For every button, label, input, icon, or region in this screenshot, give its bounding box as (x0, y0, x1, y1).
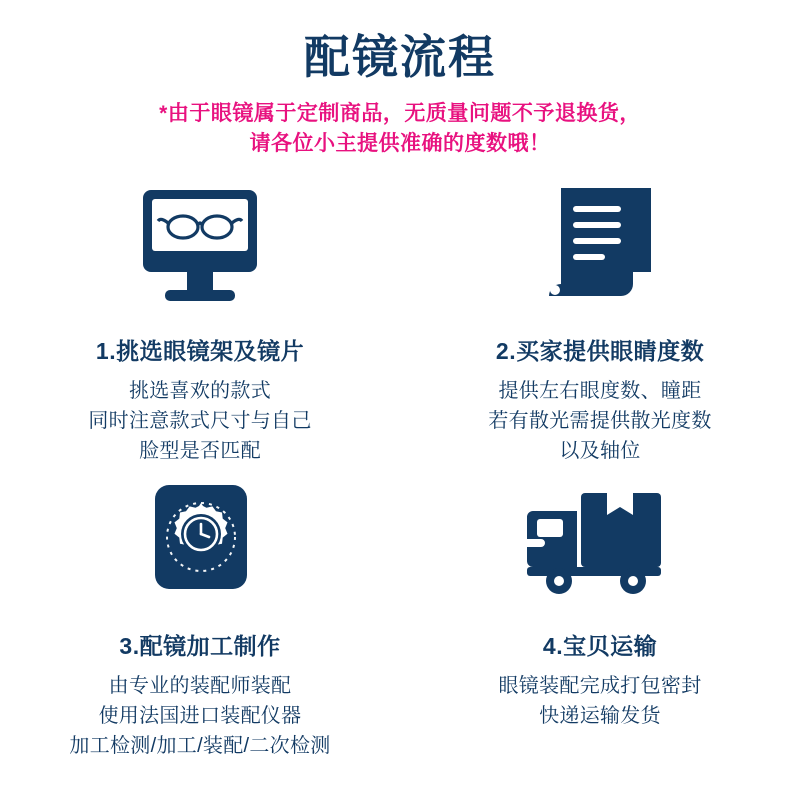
step-2-desc-line-1: 提供左右眼度数、瞳距 (498, 380, 702, 403)
step-3 (0, 472, 400, 761)
page-title: 配镜流程 (304, 31, 496, 83)
step-3-desc-line-1: 由专业的装配师装配 (108, 675, 292, 698)
step-3-title: 3.配镜加工制作 (119, 633, 281, 660)
step-1-title: 1.挑选眼镜架及镜片 (95, 338, 305, 365)
step-3-desc-line-2: 使用法国进口装配仪器 (98, 705, 302, 728)
step-4 (400, 472, 800, 761)
notice-text (0, 99, 800, 160)
step-1 (0, 177, 400, 466)
step-3-desc-line-3: 加工检测/加工/装配/二次检测 (69, 735, 331, 758)
step-2-desc-line-3: 以及轴位 (559, 440, 641, 463)
step-4-desc (499, 671, 702, 731)
steps-grid (0, 177, 800, 761)
monitor-glasses-icon (125, 177, 275, 327)
step-4-desc-line-2: 快递运输发货 (539, 705, 661, 728)
step-4-title: 4.宝贝运输 (542, 633, 658, 660)
step-1-desc-line-1: 挑选喜欢的款式 (128, 380, 272, 403)
step-2 (400, 177, 800, 466)
delivery-truck-icon (515, 472, 685, 622)
gear-clock-icon (125, 472, 275, 622)
step-1-desc-line-3: 脸型是否匹配 (139, 440, 261, 463)
step-4-desc-line-1: 眼镜装配完成打包密封 (498, 675, 702, 698)
step-3-desc (69, 671, 330, 761)
step-2-desc (488, 376, 711, 466)
step-2-title: 2.买家提供眼睛度数 (495, 338, 705, 365)
notice-line-2: 请各位小主提供准确的度数哦！ (249, 132, 551, 156)
documents-icon (525, 177, 675, 327)
step-2-desc-line-2: 若有散光需提供散光度数 (488, 410, 712, 433)
notice-line-1: *由于眼镜属于定制商品，无质量问题不予退换货， (159, 101, 641, 125)
step-1-desc (88, 376, 311, 466)
step-1-desc-line-2: 同时注意款式尺寸与自己 (88, 410, 312, 433)
